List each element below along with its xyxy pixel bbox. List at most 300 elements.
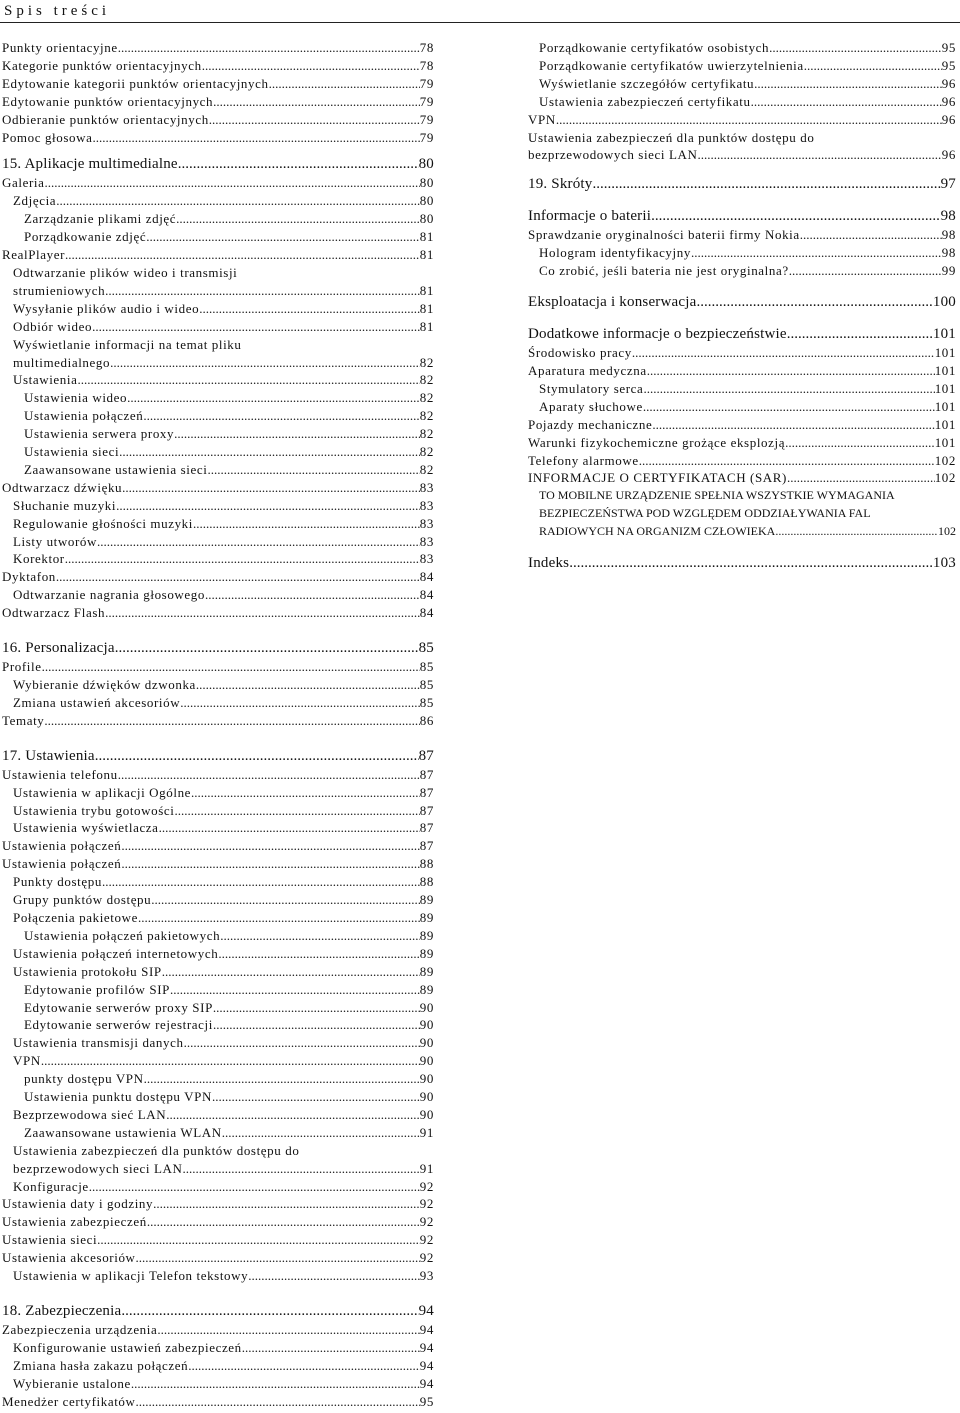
toc-entry[interactable] xyxy=(2,927,434,945)
toc-entry-text: Wybieranie dźwięków dzwonka xyxy=(13,677,196,692)
toc-entry[interactable] xyxy=(2,75,434,93)
toc-entry-text: Bezprzewodowa sieć LAN xyxy=(13,1106,167,1122)
toc-entry[interactable] xyxy=(2,443,434,461)
toc-entry-text: Punkty dostępu xyxy=(13,874,102,890)
toc-entry[interactable] xyxy=(2,1052,434,1070)
toc-page-number: 88 xyxy=(419,856,434,872)
toc-entry[interactable] xyxy=(2,515,434,533)
toc-page-number: 83 xyxy=(419,479,434,495)
toc-entry[interactable] xyxy=(2,909,434,927)
toc-leader-dots xyxy=(174,802,419,820)
toc-entry[interactable] xyxy=(528,416,956,434)
toc-entry[interactable] xyxy=(2,1088,434,1106)
toc-page-number: 81 xyxy=(419,300,434,316)
toc-entry[interactable] xyxy=(2,461,434,479)
toc-page-number: 96 xyxy=(941,111,956,127)
toc-entry-text: Zdjęcia xyxy=(13,193,57,209)
toc-entry[interactable] xyxy=(528,39,956,57)
toc-leader-dots xyxy=(162,963,420,981)
toc-entry[interactable] xyxy=(528,344,956,362)
toc-page-number: 92 xyxy=(419,1196,434,1212)
toc-page-number: 87 xyxy=(419,820,434,836)
toc-leader-dots xyxy=(269,75,420,93)
toc-leader-dots xyxy=(42,658,420,676)
toc-entry[interactable] xyxy=(2,1249,434,1267)
toc-leader-dots xyxy=(220,927,420,945)
toc-entry-text: Ustawienia sieci xyxy=(24,444,120,460)
toc-page-number: 99 xyxy=(941,263,956,279)
toc-entry-text: Słuchanie muzyki xyxy=(13,497,117,513)
toc-entry[interactable] xyxy=(2,999,434,1017)
toc-page-number: 82 xyxy=(419,372,434,388)
toc-page-number: 92 xyxy=(419,1232,434,1248)
toc-entry-text: Ustawienia punktu dostępu VPN xyxy=(24,1089,212,1105)
toc-page-number: 84 xyxy=(419,587,434,603)
toc-leader-dots xyxy=(93,129,420,147)
toc-page-number: 102 xyxy=(934,452,956,468)
toc-entry-text: Ustawienia zabezpieczeń xyxy=(2,1214,147,1230)
toc-entry-text: Ustawienia połączeń xyxy=(2,838,122,854)
toc-entry[interactable] xyxy=(2,425,434,443)
toc-entry-text: RealPlayer xyxy=(2,247,66,263)
toc-leader-dots xyxy=(65,246,420,264)
toc-leader-dots xyxy=(89,1178,420,1196)
toc-entry[interactable] xyxy=(2,174,434,192)
toc-entry[interactable] xyxy=(2,819,434,837)
toc-entry-text: Ustawienia protokołu SIP xyxy=(13,963,162,979)
toc-page-number: 88 xyxy=(419,874,434,890)
toc-page-number: 83 xyxy=(419,533,434,549)
toc-entry-text: Konfigurowanie ustawień zabezpieczeń xyxy=(13,1339,242,1355)
toc-page-number: 101 xyxy=(934,345,956,361)
toc-leader-dots xyxy=(207,461,419,479)
toc-leader-dots xyxy=(41,1052,420,1070)
toc-entry[interactable] xyxy=(2,981,434,999)
toc-leader-dots xyxy=(170,981,420,999)
toc-entry-text: Porządkowanie certyfikatów osobistych xyxy=(539,40,770,55)
toc-entry-text: Porządkowanie zdjęć xyxy=(24,229,147,245)
toc-leader-dots xyxy=(131,1375,420,1393)
toc-entry[interactable] xyxy=(2,1321,434,1339)
toc-leader-dots xyxy=(196,676,420,694)
toc-entry[interactable] xyxy=(2,192,434,210)
toc-entry[interactable] xyxy=(2,550,434,568)
toc-entry-text: Wyświetlanie szczegółów certyfikatu xyxy=(539,75,755,91)
toc-leader-dots xyxy=(789,262,942,280)
toc-entry-text: Ustawienia transmisji danych xyxy=(13,1035,184,1051)
toc-entry[interactable] xyxy=(2,93,434,111)
toc-entry-text: Ustawienia połączeń pakietowych xyxy=(24,927,221,943)
toc-leader-dots xyxy=(804,57,942,75)
toc-leader-dots xyxy=(632,344,935,362)
toc-entry-text: Sprawdzanie oryginalności baterii firmy Nokia xyxy=(528,227,800,243)
toc-entry-text: Korektor xyxy=(13,551,65,567)
toc-page-number: 101 xyxy=(934,434,956,450)
toc-page-number: 101 xyxy=(934,416,956,432)
toc-leader-dots xyxy=(193,515,420,533)
toc-leader-dots xyxy=(136,1249,420,1267)
toc-page-number: 87 xyxy=(419,766,434,782)
toc-leader-dots xyxy=(643,380,934,398)
toc-leader-dots xyxy=(56,568,420,586)
toc-page-number: 101 xyxy=(934,398,956,414)
toc-entry[interactable] xyxy=(2,784,434,802)
toc-entry-text: Menedżer certyfikatów xyxy=(2,1393,136,1409)
toc-entry-text: Ustawienia połączeń xyxy=(2,856,122,872)
toc-leader-dots xyxy=(151,891,420,909)
toc-entry-text: Kategorie punktów orientacyjnych xyxy=(2,57,202,73)
toc-page-number: 94 xyxy=(419,1357,434,1373)
toc-entry[interactable] xyxy=(2,533,434,551)
toc-entry-odtwarzanie[interactable]: Odtwarzanie plików wideo i transmisji strumieniowych ..... 81 xyxy=(2,264,434,300)
toc-page-number: 90 xyxy=(419,1053,434,1069)
toc-page-number: 98 xyxy=(941,227,956,243)
toc-page-number: 82 xyxy=(419,408,434,424)
toc-entry-text: Ustawienia telefonu xyxy=(2,766,118,782)
toc-page-number: 96 xyxy=(941,75,956,91)
toc-entry-text: Ustawienia daty i godziny xyxy=(2,1196,154,1212)
toc-leader-dots xyxy=(242,1339,420,1357)
toc-entry[interactable] xyxy=(528,111,956,129)
toc-section-bateria[interactable]: Informacje o baterii ..... 98 xyxy=(528,206,956,226)
toc-leader-dots xyxy=(769,39,942,57)
toc-page-number: 78 xyxy=(419,40,434,55)
toc-entry-text: Ustawienia akcesoriów xyxy=(2,1250,136,1266)
toc-entry[interactable] xyxy=(2,210,434,228)
toc-page-number: 84 xyxy=(419,605,434,621)
toc-leader-dots xyxy=(176,210,420,228)
toc-entry[interactable] xyxy=(528,93,956,111)
toc-leader-dots xyxy=(159,819,420,837)
toc-entry[interactable] xyxy=(2,1016,434,1034)
toc-leader-dots xyxy=(153,1195,420,1213)
toc-leader-dots xyxy=(121,837,419,855)
toc-entry[interactable] xyxy=(2,1357,434,1375)
toc-entry[interactable] xyxy=(2,300,434,318)
toc-page-number: 89 xyxy=(419,927,434,943)
toc-entry-text: Pojazdy mechaniczne xyxy=(528,416,653,432)
toc-page-number: 91 xyxy=(419,1124,434,1140)
toc-entry[interactable] xyxy=(528,75,956,93)
toc-entry[interactable] xyxy=(2,1267,434,1285)
toc-entry[interactable] xyxy=(2,891,434,909)
toc-leader-dots xyxy=(213,1016,420,1034)
toc-entry-text: Wysyłanie plików audio i wideo xyxy=(13,300,200,316)
toc-entry-text: Zarządzanie plikami zdjęć xyxy=(24,211,177,227)
toc-page-number: 80 xyxy=(419,193,434,209)
toc-entry[interactable] xyxy=(2,658,434,676)
toc-page-number: 85 xyxy=(419,677,434,692)
toc-leader-dots xyxy=(184,1034,420,1052)
toc-leader-dots xyxy=(157,1321,419,1339)
toc-page-number: 90 xyxy=(419,1071,434,1087)
toc-page-number: 81 xyxy=(419,247,434,263)
toc-entry-text: Tematy xyxy=(2,712,45,728)
toc-entry-text: Zmiana ustawień akcesoriów xyxy=(13,694,181,710)
toc-entry[interactable] xyxy=(2,855,434,873)
toc-entry-wyswietlanie[interactable]: Wyświetlanie informacji na temat pliku multimedialnego ..... 82 xyxy=(2,336,434,372)
toc-leader-dots xyxy=(205,586,420,604)
toc-entry[interactable] xyxy=(2,389,434,407)
toc-entry[interactable] xyxy=(2,712,434,730)
toc-entry[interactable] xyxy=(2,318,434,336)
toc-entry[interactable] xyxy=(2,1339,434,1357)
toc-page-number: 86 xyxy=(419,712,434,728)
toc-page-number: 89 xyxy=(419,909,434,925)
toc-page-number: 95 xyxy=(419,1393,434,1409)
toc-leader-dots xyxy=(97,1231,420,1249)
toc-leader-dots xyxy=(92,318,420,336)
toc-entry-text: VPN xyxy=(13,1053,41,1069)
toc-entry[interactable] xyxy=(2,1213,434,1231)
toc-page-number: 101 xyxy=(934,362,956,378)
toc-leader-dots xyxy=(556,111,942,129)
toc-entry[interactable] xyxy=(2,111,434,129)
toc-leader-dots xyxy=(144,1070,420,1088)
toc-entry-text: Odtwarzacz Flash xyxy=(2,605,106,621)
toc-page-number: 82 xyxy=(419,426,434,442)
toc-leader-dots xyxy=(118,39,420,57)
toc-entry[interactable] xyxy=(2,568,434,586)
toc-section-16[interactable]: 16. Personalizacja ..... 85 xyxy=(2,638,434,658)
toc-entry-text: Edytowanie serwerów proxy SIP xyxy=(24,999,213,1015)
toc-section-18[interactable]: 18. Zabezpieczenia ..... 94 xyxy=(2,1301,434,1321)
toc-section-bezpieczenstwo[interactable]: Dodatkowe informacje o bezpieczeństwie ..... 101 xyxy=(528,324,956,344)
toc-page-number: 85 xyxy=(419,694,434,710)
toc-entry[interactable] xyxy=(2,676,434,694)
toc-page-number: 94 xyxy=(419,1375,434,1391)
toc-leader-dots xyxy=(218,945,419,963)
title-rule xyxy=(0,22,960,23)
toc-entry-text: Zaawansowane ustawienia WLAN xyxy=(24,1124,222,1140)
toc-entry[interactable] xyxy=(528,244,956,262)
toc-entry[interactable] xyxy=(2,228,434,246)
toc-page-number: 92 xyxy=(419,1250,434,1266)
toc-page-number: 95 xyxy=(941,40,956,55)
toc-leader-dots xyxy=(118,766,420,784)
toc-leader-dots xyxy=(105,604,420,622)
toc-entry[interactable] xyxy=(2,1231,434,1249)
toc-leader-dots xyxy=(56,192,420,210)
toc-leader-dots xyxy=(136,1393,420,1411)
toc-leader-dots xyxy=(147,1213,420,1231)
toc-entry-text: Ustawienia serwera proxy xyxy=(24,426,175,442)
toc-leader-dots xyxy=(643,398,935,416)
toc-leader-dots xyxy=(65,550,420,568)
toc-entry[interactable] xyxy=(2,1106,434,1124)
toc-entry[interactable] xyxy=(2,766,434,784)
toc-entry-text: Warunki fizykochemiczne grożące eksplozją xyxy=(528,434,786,450)
toc-entry[interactable] xyxy=(2,963,434,981)
toc-entry[interactable] xyxy=(2,1178,434,1196)
toc-leader-dots xyxy=(166,1106,420,1124)
page-title: Spis treści xyxy=(4,3,111,19)
toc-entry-sar-statement[interactable]: TO MOBILNE URZĄDZENIE SPEŁNIA WSZYSTKIE WYMAGANIA BEZPIECZEŃSTWA POD WZGLĘDEM ODDZIAŁYWANIA FAL RADIOWYCH NA ORGANIZM CZŁOWIEKA ..... 102 xyxy=(528,487,956,541)
toc-entry-text: Ustawienia w aplikacji Telefon tekstowy xyxy=(13,1268,249,1284)
toc-leader-dots xyxy=(785,434,935,452)
toc-entry-text: Edytowanie profilów SIP xyxy=(24,981,170,997)
toc-entry-text: Pomoc głosowa xyxy=(2,129,93,145)
toc-page-number: 94 xyxy=(419,1339,434,1355)
toc-entry-text: Edytowanie serwerów rejestracji xyxy=(24,1017,213,1033)
toc-entry-text: Stymulatory serca xyxy=(539,380,644,396)
toc-entry[interactable] xyxy=(2,873,434,891)
toc-entry[interactable] xyxy=(2,371,434,389)
toc-entry[interactable] xyxy=(528,398,956,416)
toc-entry-text: Co zrobić, jeśli bateria nie jest oryginalna? xyxy=(539,263,789,279)
toc-leader-dots xyxy=(188,1357,420,1375)
toc-entry[interactable] xyxy=(528,362,956,380)
toc-page-number: 92 xyxy=(419,1214,434,1230)
toc-page-number: 101 xyxy=(934,380,956,396)
toc-entry-text: VPN xyxy=(528,111,556,127)
toc-leader-dots xyxy=(97,533,420,551)
toc-page-number: 79 xyxy=(419,111,434,127)
toc-page-number: 83 xyxy=(419,497,434,513)
toc-page-number: 94 xyxy=(419,1322,434,1337)
toc-entry-text: Listy utworów xyxy=(13,533,97,549)
toc-page-number: 92 xyxy=(419,1178,434,1194)
toc-entry-wlan-security[interactable]: Ustawienia zabezpieczeń dla punktów dostępu do bezprzewodowych sieci LAN ..... 91 xyxy=(2,1142,434,1178)
toc-entry[interactable] xyxy=(2,837,434,855)
toc-leader-dots xyxy=(127,389,420,407)
toc-leader-dots xyxy=(77,371,419,389)
toc-entry-text: Odbiór wideo xyxy=(13,318,93,334)
toc-entry-text: Ustawienia połączeń xyxy=(24,408,144,424)
toc-entry[interactable] xyxy=(2,694,434,712)
toc-page-number: 79 xyxy=(419,129,434,145)
toc-page-number: 82 xyxy=(419,444,434,460)
toc-entry[interactable] xyxy=(528,57,956,75)
toc-left-column xyxy=(2,39,434,1411)
toc-entry-text: INFORMACJE O CERTYFIKATACH (SAR) xyxy=(528,470,787,486)
toc-entry[interactable] xyxy=(528,226,956,244)
toc-page-number: 78 xyxy=(419,57,434,73)
toc-leader-dots xyxy=(691,244,942,262)
toc-entry-text: Ustawienia trybu gotowości xyxy=(13,802,175,818)
toc-leader-dots xyxy=(213,93,420,111)
toc-leader-dots xyxy=(138,909,420,927)
toc-leader-dots xyxy=(787,469,935,487)
toc-page-number: 82 xyxy=(419,461,434,477)
toc-page-number: 80 xyxy=(419,175,434,191)
toc-page-number: 95 xyxy=(941,57,956,73)
toc-leader-dots xyxy=(800,226,942,244)
toc-entry-text: Regulowanie głośności muzyki xyxy=(13,515,193,531)
toc-entry-text: Konfiguracje xyxy=(13,1178,89,1194)
toc-page-number: 79 xyxy=(419,75,434,91)
toc-leader-dots xyxy=(212,1088,420,1106)
toc-entry-text: Odtwarzacz dźwięku xyxy=(2,479,123,495)
toc-page-number: 90 xyxy=(419,1035,434,1051)
toc-section-indeks[interactable]: Indeks ..... 103 xyxy=(528,553,956,573)
toc-section-15[interactable]: 15. Aplikacje multimedialne ..... 80 xyxy=(2,154,434,174)
toc-leader-dots xyxy=(44,174,419,192)
toc-leader-dots xyxy=(754,75,942,93)
toc-leader-dots xyxy=(102,873,420,891)
toc-entry-text: punkty dostępu VPN xyxy=(24,1071,144,1087)
toc-entry[interactable] xyxy=(2,1070,434,1088)
toc-entry-text: Profile xyxy=(2,659,42,675)
toc-section-eksploatacja[interactable]: Eksploatacja i konserwacja ..... 100 xyxy=(528,292,956,312)
toc-entry[interactable] xyxy=(2,39,434,57)
toc-entry[interactable] xyxy=(2,945,434,963)
toc-section-17[interactable]: 17. Ustawienia ..... 87 xyxy=(2,746,434,766)
toc-entry[interactable] xyxy=(2,586,434,604)
toc-leader-dots xyxy=(191,784,420,802)
toc-entry-text: Grupy punktów dostępu xyxy=(13,892,152,908)
toc-entry[interactable] xyxy=(528,262,956,280)
toc-entry-text: Odtwarzanie nagrania głosowego xyxy=(13,587,205,603)
toc-entry[interactable] xyxy=(2,129,434,147)
toc-entry[interactable] xyxy=(528,380,956,398)
toc-leader-dots xyxy=(751,93,942,111)
toc-entry[interactable] xyxy=(2,604,434,622)
toc-entry[interactable] xyxy=(2,1124,434,1142)
toc-entry[interactable] xyxy=(2,802,434,820)
toc-entry-text: Ustawienia połączeń internetowych xyxy=(13,945,219,961)
toc-page-number: 90 xyxy=(419,1017,434,1033)
toc-entry-text: Ustawienia sieci xyxy=(2,1232,98,1248)
toc-page-number: 83 xyxy=(419,551,434,567)
toc-entry-text: Telefony alarmowe xyxy=(528,452,639,468)
toc-entry-text: Aparatura medyczna xyxy=(528,362,647,378)
toc-leader-dots xyxy=(121,855,419,873)
toc-page-number: 90 xyxy=(419,1106,434,1122)
toc-entry-text: Galeria xyxy=(2,175,45,191)
toc-section-19[interactable]: 19. Skróty ..... 97 xyxy=(528,174,956,194)
toc-leader-dots xyxy=(44,712,419,730)
toc-leader-dots xyxy=(199,300,420,318)
toc-leader-dots xyxy=(639,452,935,470)
toc-leader-dots xyxy=(213,999,420,1017)
toc-entry-text: Hologram identyfikacyjny xyxy=(539,245,691,261)
toc-entry-text: Wybieranie ustalone xyxy=(13,1375,131,1391)
toc-leader-dots xyxy=(248,1267,420,1285)
toc-page-number: 87 xyxy=(419,838,434,854)
toc-entry-text: Aparaty słuchowe xyxy=(539,398,643,414)
toc-entry-text: Połączenia pakietowe xyxy=(13,909,138,925)
toc-entry[interactable] xyxy=(2,246,434,264)
toc-entry[interactable] xyxy=(528,469,956,487)
toc-entry[interactable] xyxy=(2,1375,434,1393)
toc-leader-dots xyxy=(209,111,420,129)
toc-page-number: 79 xyxy=(419,93,434,109)
toc-entry[interactable] xyxy=(2,479,434,497)
toc-entry[interactable] xyxy=(2,497,434,515)
toc-leader-dots xyxy=(174,425,420,443)
toc-entry[interactable] xyxy=(528,434,956,452)
toc-page-number: 87 xyxy=(419,784,434,800)
toc-leader-dots xyxy=(116,497,420,515)
toc-entry[interactable] xyxy=(2,1034,434,1052)
toc-page-number: 89 xyxy=(419,981,434,997)
toc-entry[interactable] xyxy=(2,1195,434,1213)
toc-entry[interactable] xyxy=(2,407,434,425)
toc-page-number: 83 xyxy=(419,515,434,531)
toc-entry-wlan-security-right[interactable]: Ustawienia zabezpieczeń dla punktów dostępu do bezprzewodowych sieci LAN ..... 96 xyxy=(528,129,956,165)
toc-entry-text: Ustawienia zabezpieczeń certyfikatu xyxy=(539,93,751,109)
toc-entry[interactable] xyxy=(528,452,956,470)
toc-page-number: 80 xyxy=(419,211,434,227)
toc-entry[interactable] xyxy=(2,1393,434,1411)
toc-page-number: 89 xyxy=(419,945,434,961)
toc-page-number: 89 xyxy=(419,963,434,979)
toc-right-column xyxy=(528,39,956,573)
toc-entry-text: Edytowanie kategorii punktów orientacyjnych xyxy=(2,75,269,91)
toc-entry[interactable] xyxy=(2,57,434,75)
toc-entry-text: Punkty orientacyjne xyxy=(2,40,118,55)
